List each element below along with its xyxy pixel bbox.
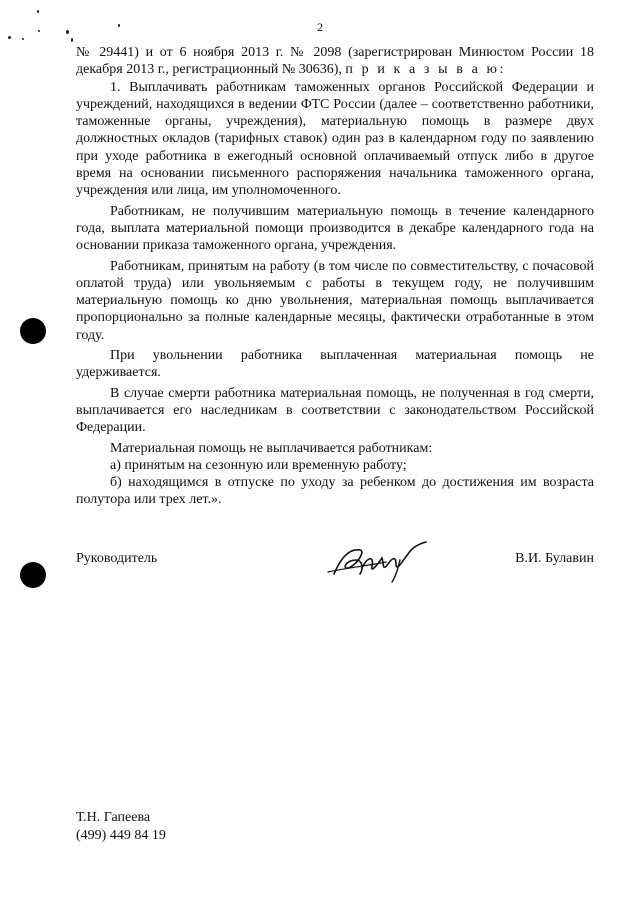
punch-hole: [20, 318, 46, 344]
paragraph-hired: Работникам, принятым на работу (в том числе по совместительству, с почасовой оплатой труда) или увольняемым с работы в текущем году, не получившим материальную помощь ко дню увольнения, материальная помощь выплачивается пропорционально за полные календарные месяцы, фактически отработанные в этом году.: [76, 258, 594, 343]
signer-name: В.И. Булавин: [515, 551, 594, 566]
signer-title: Руководитель: [76, 551, 158, 566]
paragraph-item-b: б) находящимся в отпуске по уходу за ребенком до достижения им возраста полутора или трех лет.».: [76, 475, 594, 508]
document-body: [76, 44, 594, 509]
executor-name: Т.Н. Гапеева: [76, 810, 151, 825]
paragraph-intro: [76, 44, 594, 79]
punch-hole: [20, 562, 46, 588]
paragraph-death: В случае смерти работника материальная помощь, не полученная в год смерти, выплачивается его наследникам в соответствии с законодательством Российской Федерации.: [76, 385, 594, 436]
scan-speck: [71, 38, 73, 42]
executor-phone: (499) 449 84 19: [76, 828, 166, 843]
scan-speck: [37, 10, 39, 13]
paragraph-not-paid: Материальная помощь не выплачивается работникам:: [110, 440, 433, 456]
scan-speck: [8, 36, 11, 39]
scan-speck: [22, 38, 24, 40]
order-keyword: п р и к а з ы в а ю:: [345, 62, 507, 78]
paragraph-dismissal: При увольнении работника выплаченная материальная помощь не удерживается.: [76, 348, 594, 381]
paragraph-text: № 29441) и от 6 ноября 2013 г. № 2098 (зарегистрирован Минюстом России 18 декабря 2013 г., регистрационный № 30636),: [76, 45, 594, 78]
paragraph-item-1: 1. Выплачивать работникам таможенных органов Российской Федерации и учреждений, находящихся в ведении ФТС России (далее – соответственно работники, таможенные органы, учреждения), материальную помощь в размере двух должностных окладов (тарифных ставок) один раз в календарном году по заявлению при уходе работника в ежегодный основной оплачиваемый отпуск либо в другое время на основании письменного распоряжения начальника таможенного органа, учреждения или лица, им уполномоченного.: [76, 79, 594, 199]
page-number: 2: [317, 20, 323, 34]
paragraph-not-received: Работникам, не получившим материальную помощь в течение календарного года, выплата материальной помощи производится в декабре календарного года на основании приказа таможенного органа, учреждения.: [76, 203, 594, 254]
executor-block: [76, 809, 166, 845]
handwritten-signature: [326, 538, 436, 584]
paragraph-item-a: а) принятым на сезонную или временную работу;: [110, 457, 407, 473]
